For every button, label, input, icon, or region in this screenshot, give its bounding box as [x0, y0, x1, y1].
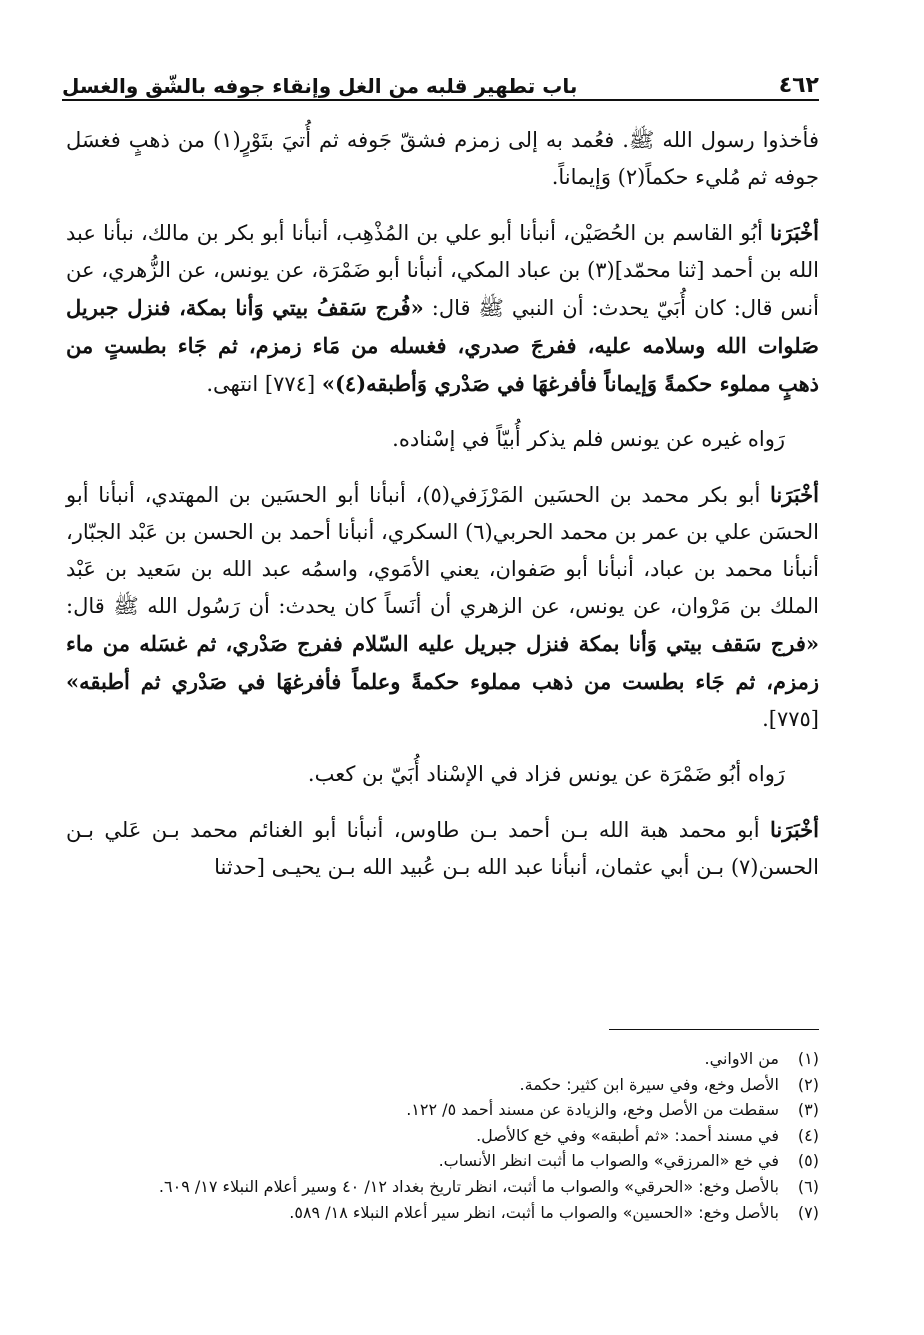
header-rule	[62, 99, 819, 101]
footnote-item	[66, 1148, 819, 1174]
footnote-number: (٣)	[797, 1100, 819, 1120]
footnote-number: (٥)	[797, 1151, 819, 1171]
footnotes	[66, 1046, 819, 1225]
page-header	[62, 58, 819, 98]
footnote-number: (٧)	[797, 1202, 819, 1222]
paragraph-text: أبو بكر محمد بن الحسَين المَرْزَفي(٥)، أنبأنا أبو الحسَين بن المهتدي، أنبأنا أبو الحسَن علي بن عمر بن محمد الحربي(٦) السكري، أنبأنا أحمد بن الحسن بن عَبْد الجبّار، أنبأنا محمد بن عباد، أنبأنا أبو صَفوان، يعني الأمَوي، واسمُه عبد الله بن سَعيد بن عَبْد الملك بن مَرْوان، عن يونس، عن الزهري أن أنَساً كان يحدث: أن رَسُول الله ﷺ قال:	[66, 483, 819, 618]
footnote-number: (٢)	[797, 1074, 819, 1094]
footnote-text: في مسند أحمد: «ثم أطبقه» وفي خع كالأصل.	[476, 1125, 779, 1145]
hadith-text: «فرج سَقف بيتي وَأنا بمكة فنزل جبريل عليه السّلام ففرج صَدْري، ثم غسَله من ماء زمزم، ثم جَاء بطست من ذهب مملوء حكمةً وعلماً فأفرغهَا في صَدْري ثم أطبقه»	[66, 631, 819, 694]
paragraph-1	[66, 122, 819, 196]
footnote-text: سقطت من الأصل وخع، والزيادة عن مسند أحمد ٥/ ١٢٢.	[406, 1100, 779, 1120]
footnote-text: الأصل وخع، وفي سيرة ابن كثير: حكمة.	[519, 1074, 779, 1094]
paragraph-2	[66, 214, 819, 403]
main-text	[66, 122, 819, 904]
footnote-number: (١)	[797, 1049, 819, 1068]
footnote-item	[66, 1200, 819, 1226]
paragraph-text: أبو محمد هبة الله بـن أحمد بـن طاوس، أنبأنا أبو الغنائم محمد بـن عَلي بـن الحسن(٧) بـن أبي عثمان، أنبأنا عبد الله بـن عُبيد الله بـن يحيـى [حدثنا	[66, 818, 819, 879]
isnad-lead-word: أخْبَرَنا	[770, 482, 819, 507]
isnad-lead-word: أخْبَرَنا	[770, 220, 819, 245]
hadith-text: «فُرج سَقفُ بيتي وَأنا بمكة، فنزل جبريل صَلوات الله وسلامه عليه، ففرجَ صدري، فغسله من مَاء زمزم، ثم جَاء بطستٍ من ذهبٍ مملوء حكمةً وَإيماناً فأفرغهَا في صَدْري وَأطبقه(٤)»	[66, 295, 819, 396]
isnad-lead-word: أخْبَرَنا	[770, 817, 819, 842]
paragraph-5	[66, 756, 819, 793]
paragraph-4	[66, 476, 819, 738]
paragraph-3	[66, 421, 819, 458]
footnote-text: في خع «المرزقي» والصواب ما أثبت انظر الأنساب.	[438, 1151, 779, 1171]
paragraph-tail: [٧٧٤] انتهى.	[206, 372, 316, 396]
page-number: ٤٦٢	[778, 73, 819, 98]
footnote-text: بالأصل وخع: «الحرقي» والصواب ما أثبت، انظر تاريخ بغداد ١٢/ ٤٠ وسير أعلام النبلاء ١٧/ ٦٠٩.	[158, 1176, 779, 1196]
footnote-item	[66, 1123, 819, 1149]
running-title: باب تطهير قلبه من الغل وإنقاء جوفه بالشّق والغسل	[62, 74, 578, 98]
footnote-separator	[609, 1029, 819, 1030]
footnote-number: (٦)	[797, 1176, 819, 1196]
footnote-item	[66, 1072, 819, 1098]
paragraph-text: رَواه غيره عن يونس فلم يذكر أُبيّاً في إسْناده.	[392, 427, 785, 451]
footnote-number: (٤)	[797, 1125, 819, 1145]
paragraph-6	[66, 811, 819, 886]
footnote-item	[66, 1097, 819, 1123]
footnote-item	[66, 1046, 819, 1072]
paragraph-tail: [٧٧٥].	[762, 707, 819, 731]
footnote-item	[66, 1174, 819, 1200]
paragraph-text: فأخذوا رسول الله ﷺ. فعُمد به إلى زمزم فشقّ جَوفه ثم أُتيَ بتَوْرٍ(١) من ذهبٍ فغسَل جوفه ثم مُليء حكماً(٢) وَإيماناً.	[66, 128, 819, 189]
footnote-text: بالأصل وخع: «الحسين» والصواب ما أثبت، انظر سير أعلام النبلاء ١٨/ ٥٨٩.	[289, 1202, 779, 1222]
paragraph-text: رَواه أبُو ضَمْرَة عن يونس فزاد في الإسْناد أُبَيّ بن كعب.	[307, 762, 785, 786]
paragraph-text: أبُو القاسم بن الحُصَيْن، أنبأنا أبو علي بن المُذْهِب، أنبأنا أبو بكر بن مالك، نبأنا عبد الله بن أحمد [ثنا محمّد](٣) بن عباد المكي، أنبأنا أبو ضَمْرَة، عن يونس، عن الزُّهري، عن أنس قال: كان أُبَيّ يحدث: أن النبي ﷺ قال:	[66, 221, 819, 320]
footnote-text: من الاواني.	[704, 1049, 779, 1068]
